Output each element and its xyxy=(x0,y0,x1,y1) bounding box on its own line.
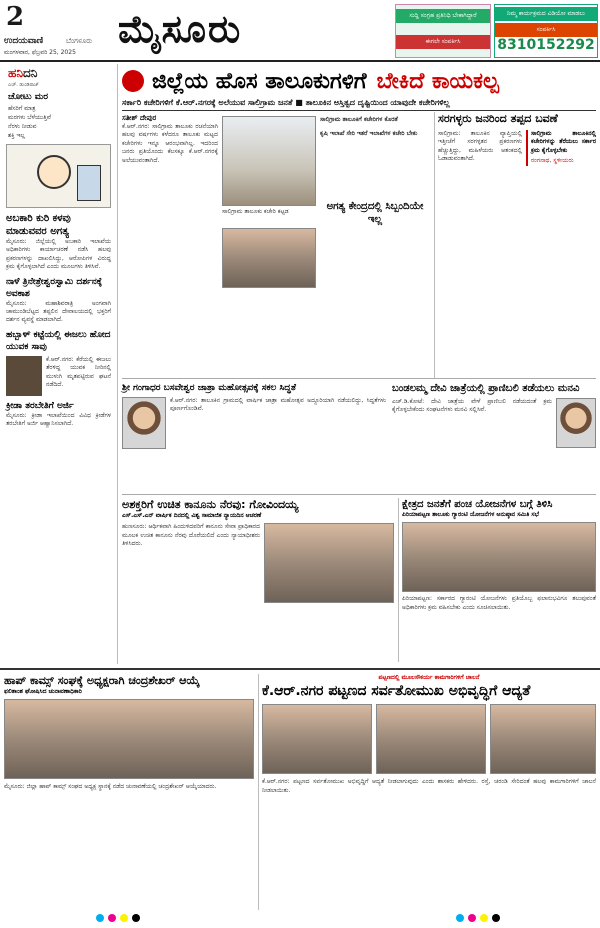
story-deck: ಎಸ್.ಎಸ್.ಎನ್ ವಾರ್ಷಿಕ ದಿನದಲ್ಲಿ ವಿಶ್ವ ಸಾಮಾಜಿಕ ನ್ಯಾಯದಿನ ಆಚರಣೆ xyxy=(122,512,262,519)
yellow-dot-icon xyxy=(480,914,488,922)
column-divider xyxy=(398,498,399,662)
lead-callout xyxy=(320,200,430,232)
cyan-dot-icon xyxy=(96,914,104,922)
mid-story-jatre xyxy=(122,382,386,492)
callout-text: ಅಗತ್ಯ ಕೇಂದ್ರದಲ್ಲಿ ಸಿಬ್ಬಂದಿಯೇ ಇಲ್ಲ xyxy=(326,201,424,225)
black-dot-icon xyxy=(492,914,500,922)
print-registration-marks xyxy=(0,914,600,924)
column-divider xyxy=(434,112,435,378)
ad-bottom-text: ಈಗಲೇ ಸಂಪರ್ಕಿಸಿ xyxy=(396,35,490,49)
bottom-left-story xyxy=(4,674,254,910)
ad-middle-text: ಸಂಪರ್ಕಿಸಿ xyxy=(495,23,597,37)
lead-headline-part1: ಜಿಲ್ಲೆಯ ಹೊಸ ತಾಲೂಕುಗಳಿಗೆ xyxy=(152,68,367,94)
toon-verse xyxy=(8,104,109,140)
story-body: ಹುಣಸೂರು: ಆರ್ಥಿಕವಾಗಿ ಹಿಂದುಳಿದವರಿಗೆ ಕಾನೂನು ಸೇವಾ ಪ್ರಾಧಿಕಾರದ ಮೂಲಕ ಉಚಿತ ಕಾನೂನು ನೆರವು ದೊರೆಯಲಿದೆ ಎಂದು ನ್ಯಾಯಾಧೀಶರು ತಿಳಿಸಿದರು. xyxy=(122,523,260,548)
bottom-divider xyxy=(0,668,600,670)
magenta-dot-icon xyxy=(108,914,116,922)
bottom-right-story xyxy=(262,674,596,910)
cyan-dot-icon xyxy=(456,914,464,922)
story-body: ಸಾಲಿಗ್ರಾಮ: ತಾಲೂಕಿನ ವ್ಯಾಪ್ತಿಯಲ್ಲಿ ಇತ್ತೀಚೆಗೆ ಸರಗಳ್ಳತನ ಪ್ರಕರಣಗಳು ಹೆಚ್ಚುತ್ತಿದ್ದು, ಮಹಿಳೆಯರು ಆತಂಕದಲ್ಲಿ ಓಡಾಡುವಂತಾಗಿದೆ. xyxy=(438,130,522,163)
story-headline: ಅಬಕಾರಿ ಕುರಿ ಕಳವು ಮಾಡುವವರ ಅಗತ್ಯ xyxy=(6,213,71,237)
story-body: ಕೆ.ಆರ್.ನಗರ: ಕೆರೆಯಲ್ಲಿ ಈಜಲು ತೆರಳಿದ್ದ ಯುವಕ ನೀರಿನಲ್ಲಿ ಮುಳುಗಿ ಮೃತಪಟ್ಟಿರುವ ಘಟನೆ ನಡೆದಿದೆ. xyxy=(46,355,111,389)
masthead xyxy=(0,0,600,60)
lead-bullet: ಕೃಷಿ ಇಲಾಖೆ ಸೇರಿ ಇತರೆ ಇಲಾಖೆಗಳ ಕಚೇರಿ ಬೇಕು xyxy=(320,130,418,138)
story-headline: ಕೆ.ಆರ್.ನಗರ ಪಟ್ಟಣದ ಸರ್ವತೋಮುಖ ಅಭಿವೃದ್ಧಿಗೆ ಆದ್ಯತೆ xyxy=(262,683,531,700)
ad-video-service[interactable] xyxy=(494,4,598,58)
ad-phone-number[interactable]: 8310152292 xyxy=(497,37,595,53)
event-photo xyxy=(264,523,394,603)
section-divider xyxy=(122,494,596,495)
lead-bullet: ಸಾಲಿಗ್ರಾಮ ತಾಲೂಕಿಗೆ ಕಚೇರಿಗಳ ಕೊರತೆ xyxy=(320,116,398,123)
cartoon-figure-icon xyxy=(77,165,101,201)
story-headline: ಶ್ರೀ ಗಂಗಾಧರ ಬಸವೇಶ್ವರ ಜಾತ್ರಾ ಮಹೋತ್ಸವಕ್ಕೆ ಸಕಲ ಸಿದ್ಧತೆ xyxy=(122,383,296,393)
quote-author: ರಂಗನಾಥ, ಸ್ಥಳೀಯರು xyxy=(531,157,574,165)
event-photo-3 xyxy=(490,704,596,774)
quote-box xyxy=(526,130,596,166)
story-photo-row xyxy=(6,356,111,396)
story-body: ಪಿರಿಯಾಪಟ್ಟಣ: ಸರ್ಕಾರದ ಗ್ಯಾರಂಟಿ ಯೋಜನೆಗಳು ಪ್ರತಿಯೊಬ್ಬ ಫಲಾನುಭವಿಗೂ ತಲುಪುವಂತೆ ಅಧಿಕಾರಿಗಳು ಕ್ರಮ ವಹಿಸಬೇಕು ಎಂದು ಸೂಚಿಸಲಾಯಿತು. xyxy=(402,595,596,611)
story-headline: ಬಂಡಲಮ್ಮ ದೇವಿ ಜಾತ್ರೆಯಲ್ಲಿ ಪ್ರಾಣಿಬಲಿ ತಡೆಯಲು ಮನವಿ xyxy=(392,383,580,394)
story-body: ಮೈಸೂರು: ಜಿಲ್ಲಾ ಹಾಪ್ ಕಾಮ್ಸ್ ಸಂಘದ ಅಧ್ಯಕ್ಷ ಸ್ಥಾನಕ್ಕೆ ನಡೆದ ಚುನಾವಣೆಯಲ್ಲಿ ಚಂದ್ರಶೇಖರ್ ಆಯ್ಕೆಯಾದರು. xyxy=(4,783,217,791)
story-headline: ಅಶಕ್ತರಿಗೆ ಉಚಿತ ಕಾನೂನು ನೆರವು: ಗೋವಿಂದಯ್ಯ xyxy=(122,498,299,511)
story-content-row xyxy=(392,398,596,448)
story-content-row xyxy=(122,523,394,603)
story-headline: ನಾಳೆ ತ್ರಿನೇತ್ರೇಶ್ವರಸ್ವಾಮಿ ದರ್ಶನಕ್ಕೆ ಅವಕಾಶ xyxy=(6,276,103,299)
story-content-row xyxy=(122,397,386,449)
brand-credit: ಎಚ್. ಡುಂಡಿರಾಜ್ xyxy=(8,82,39,88)
story-kicker: ಪಟ್ಟಣದಲ್ಲಿ ಮೂಲಸೌಕರ್ಯ ಕಾಮಗಾರಿಗಳಿಗೆ ಚಾಲನೆ xyxy=(378,674,480,681)
lower-right-story xyxy=(402,498,596,662)
paper-city: ಬೆಂಗಳೂರು xyxy=(66,37,93,45)
story-headline: ಸರಗಳ್ಳರು ಜನರಿಂದ ತಪ್ಪದ ಬವಣೆ xyxy=(438,112,558,125)
story-headline: ಹಬ್ಬಾಳ್ ಕಟ್ಟೆಯಲ್ಲಿ ಈಜಲು ಹೋದ ಯುವಕ ಸಾವು xyxy=(6,329,111,352)
paper-name: ಉದಯವಾಣಿ xyxy=(4,36,44,46)
photo-caption: ಸಾಲಿಗ್ರಾಮ ತಾಲೂಕು ಕಚೇರಿ ಕಟ್ಟಡ xyxy=(222,208,289,215)
quote-text: ಸಾಲಿಗ್ರಾಮ ತಾಲೂಕಿನಲ್ಲಿ ಕಚೇರಿಗಳನ್ನು ತೆರೆಯಲು ಸರ್ಕಾರ ಕ್ರಮ ಕೈಗೊಳ್ಳಬೇಕು xyxy=(531,130,596,154)
toon-line: ನೆರಳು ನೀಡುವ xyxy=(8,123,37,130)
left-story-3 xyxy=(6,329,111,396)
lead-bullets xyxy=(320,116,430,196)
left-story-4 xyxy=(6,400,111,429)
page-number: 2 xyxy=(6,2,25,32)
left-story-2 xyxy=(6,276,111,325)
story-body: ಮೈಸೂರು: ಮಹಾಶಿವರಾತ್ರಿ ಅಂಗವಾಗಿ ಚಾಮುಂಡಿಬೆಟ್ಟದ ತಪ್ಪಲಿನ ದೇವಾಲಯದಲ್ಲಿ ಭಕ್ತರಿಗೆ ದರ್ಶನ ವ್ಯವಸ್ಥೆ ಮಾಡಲಾಗಿದೆ. xyxy=(6,299,111,324)
section-title: ಮೈಸೂರು xyxy=(118,6,243,51)
brand-part2: ದನಿ xyxy=(23,65,38,80)
cartoon-face-icon xyxy=(37,155,71,189)
person-photo xyxy=(6,356,42,396)
group-photo xyxy=(4,699,254,779)
story-body: ಮೈಸೂರು: ಜಿಲ್ಲೆಯಲ್ಲಿ ಅಬಕಾರಿ ಇಲಾಖೆಯ ಅಧಿಕಾರಿಗಳು ಕಾರ್ಯಾಚರಣೆ ನಡೆಸಿ ಹಲವು ಪ್ರಕರಣಗಳನ್ನು ದಾಖಲಿಸಿದ್ದು, ಆರೋಪಿಗಳ ವಿರುದ್ಧ ಕ್ರಮ ಕೈಗೊಳ್ಳಲಾಗಿದೆ ಎಂದು ಮೂಲಗಳು ತಿಳಿಸಿವೆ. xyxy=(6,238,111,271)
story-body: ಎಚ್.ಡಿ.ಕೋಟೆ: ದೇವಿ ಜಾತ್ರೆಯ ವೇಳೆ ಪ್ರಾಣಿಬಲಿ ನಡೆಯದಂತೆ ಕ್ರಮ ಕೈಗೊಳ್ಳಬೇಕೆಂದು ಸಂಘಟನೆಗಳು ಮನವಿ ಸಲ್ಲಿಸಿವೆ. xyxy=(392,398,552,414)
left-story-1 xyxy=(6,212,111,272)
section-divider xyxy=(122,378,596,379)
office-building-photo xyxy=(222,116,316,206)
right-top-story xyxy=(438,112,596,376)
left-column xyxy=(0,64,118,664)
lead-photo-2 xyxy=(222,228,316,288)
black-dot-icon xyxy=(132,914,140,922)
lead-column-1 xyxy=(122,114,218,264)
toon-heading: ಚೋಟು ಮರ xyxy=(8,92,49,102)
column-brand xyxy=(0,64,117,82)
masthead-divider xyxy=(0,60,600,62)
story-headline: ಕ್ರೀಡಾ ತರಬೇತಿಗೆ ಅರ್ಜಿ xyxy=(6,400,74,411)
issue-date: ಮಂಗಳವಾರ, ಫೆಬ್ರವರಿ 25, 2025 xyxy=(4,49,76,56)
lead-headline xyxy=(122,66,596,96)
toon-line: ಶಕ್ತಿ ಇಲ್ಲ xyxy=(8,132,26,139)
lead-body: ಕೆ.ಆರ್.ನಗರ: ಸಾಲಿಗ್ರಾಮ ತಾಲೂಕು ರಚನೆಯಾಗಿ ಹಲವು ವರ್ಷಗಳು ಕಳೆದರೂ ತಾಲೂಕು ಮಟ್ಟದ ಕಚೇರಿಗಳು ಇನ್ನೂ ಆರಂಭವಾಗಿಲ್ಲ. ಇದರಿಂದ ಜನರು ಪ್ರತಿಯೊಂದು ಕೆಲಸಕ್ಕೂ ಕೆ.ಆರ್.ನಗರಕ್ಕೆ ಅಲೆಯುವಂತಾಗಿದೆ. xyxy=(122,123,218,164)
ad-recruitment[interactable] xyxy=(395,4,491,58)
lead-headline-part2: ಬೇಕಿದೆ ಕಾಯಕಲ್ಪ xyxy=(376,68,499,94)
event-photo-1 xyxy=(262,704,372,774)
story-deck: ಫಲಿತಾಂಶ ಘೋಷಿಸಿದ ಚುನಾವಣಾಧಿಕಾರಿ xyxy=(4,688,82,695)
cartoon-illustration xyxy=(6,144,111,208)
story-headline: ಕ್ಷೇತ್ರದ ಜನತೆಗೆ ಪಂಚ ಯೋಜನೆಗಳ ಬಗ್ಗೆ ತಿಳಿಸಿ xyxy=(402,499,553,510)
story-content-row xyxy=(438,130,596,166)
column-divider xyxy=(258,674,259,910)
person-photo xyxy=(122,397,166,449)
story-body: ಮೈಸೂರು: ಕ್ರೀಡಾ ಇಲಾಖೆಯಿಂದ ವಿವಿಧ ಕ್ರೀಡೆಗಳ ತರಬೇತಿಗೆ ಅರ್ಜಿ ಆಹ್ವಾನಿಸಲಾಗಿದೆ. xyxy=(6,411,111,428)
toon-line: ಮರಗಳು ಬೆಳೆಯುತ್ತಿವೆ xyxy=(8,114,51,121)
mid-story-bandalamma xyxy=(392,382,596,492)
toon-line: ಹೆಸರಿಗೆ ಮಾತ್ರ xyxy=(8,105,36,112)
yellow-dot-icon xyxy=(120,914,128,922)
person-photo xyxy=(556,398,596,448)
story-headline: ಹಾಪ್ ಕಾಮ್ಸ್ ಸಂಘಕ್ಕೆ ಅಧ್ಯಕ್ಷರಾಗಿ ಚಂದ್ರಶೇಖರ್ ಆಯ್ಕೆ xyxy=(4,674,200,687)
story-photo-row xyxy=(262,704,596,774)
meeting-photo xyxy=(402,522,596,592)
lead-deck: ಸರ್ಕಾರಿ ಕಚೇರಿಗಳಿಗೆ ಕೆ.ಆರ್.ನಗರಕ್ಕೆ ಅಲೆಯುವ ಸಾಲಿಗ್ರಾಮ ಜನತೆ ■ ತಾಲೂಕಿನ ಅಸ್ತಿತ್ವದ ದೃಷ್ಟಿಯಿಂದ ಯಾವುದೇ ಕಚೇರಿಗಳಿಲ್ಲ xyxy=(122,98,450,107)
story-deck: ಪಿರಿಯಾಪಟ್ಟಣ ತಾಲೂಕು ಗ್ಯಾರಂಟಿ ಯೋಜನೆಗಳ ಅನುಷ್ಠಾನ ಸಮಿತಿ ಸಭೆ xyxy=(402,511,539,518)
lead-byline: ಸತೀಶ್ ದೇಪುರ xyxy=(122,114,157,122)
brand-part1: ಹನಿ xyxy=(8,65,23,80)
lead-divider xyxy=(122,110,596,111)
story-body: ಕೆ.ಆರ್.ನಗರ: ತಾಲೂಕಿನ ಗ್ರಾಮದಲ್ಲಿ ವಾರ್ಷಿಕ ಜಾತ್ರಾ ಮಹೋತ್ಸವ ಅದ್ದೂರಿಯಾಗಿ ನಡೆಯಲಿದ್ದು, ಸಿದ್ಧತೆಗಳು ಪೂರ್ಣಗೊಂಡಿವೆ. xyxy=(170,397,386,413)
ad-top-text: ಸುದ್ದಿ ಸಂಗ್ರಹ ಪ್ರತಿನಿಧಿ ಬೇಕಾಗಿದ್ದಾರೆ xyxy=(396,9,490,23)
magenta-dot-icon xyxy=(468,914,476,922)
hand-icon xyxy=(122,70,144,92)
ad-top-text: ನಿಮ್ಮ ಕಾರ್ಯಕ್ರಮದ ವಿಡಿಯೋ ಮಾಡಲು xyxy=(495,7,597,21)
event-photo-2 xyxy=(376,704,486,774)
lower-left-story xyxy=(122,498,394,662)
story-body: ಕೆ.ಆರ್.ನಗರ: ಪಟ್ಟಣದ ಸರ್ವತೋಮುಖ ಅಭಿವೃದ್ಧಿಗೆ ಆದ್ಯತೆ ನೀಡಲಾಗುವುದು ಎಂದು ಶಾಸಕರು ಹೇಳಿದರು. ರಸ್ತೆ, ಚರಂಡಿ ಸೇರಿದಂತೆ ಹಲವು ಕಾಮಗಾರಿಗಳಿಗೆ ಚಾಲನೆ ನೀಡಲಾಯಿತು. xyxy=(262,778,596,794)
